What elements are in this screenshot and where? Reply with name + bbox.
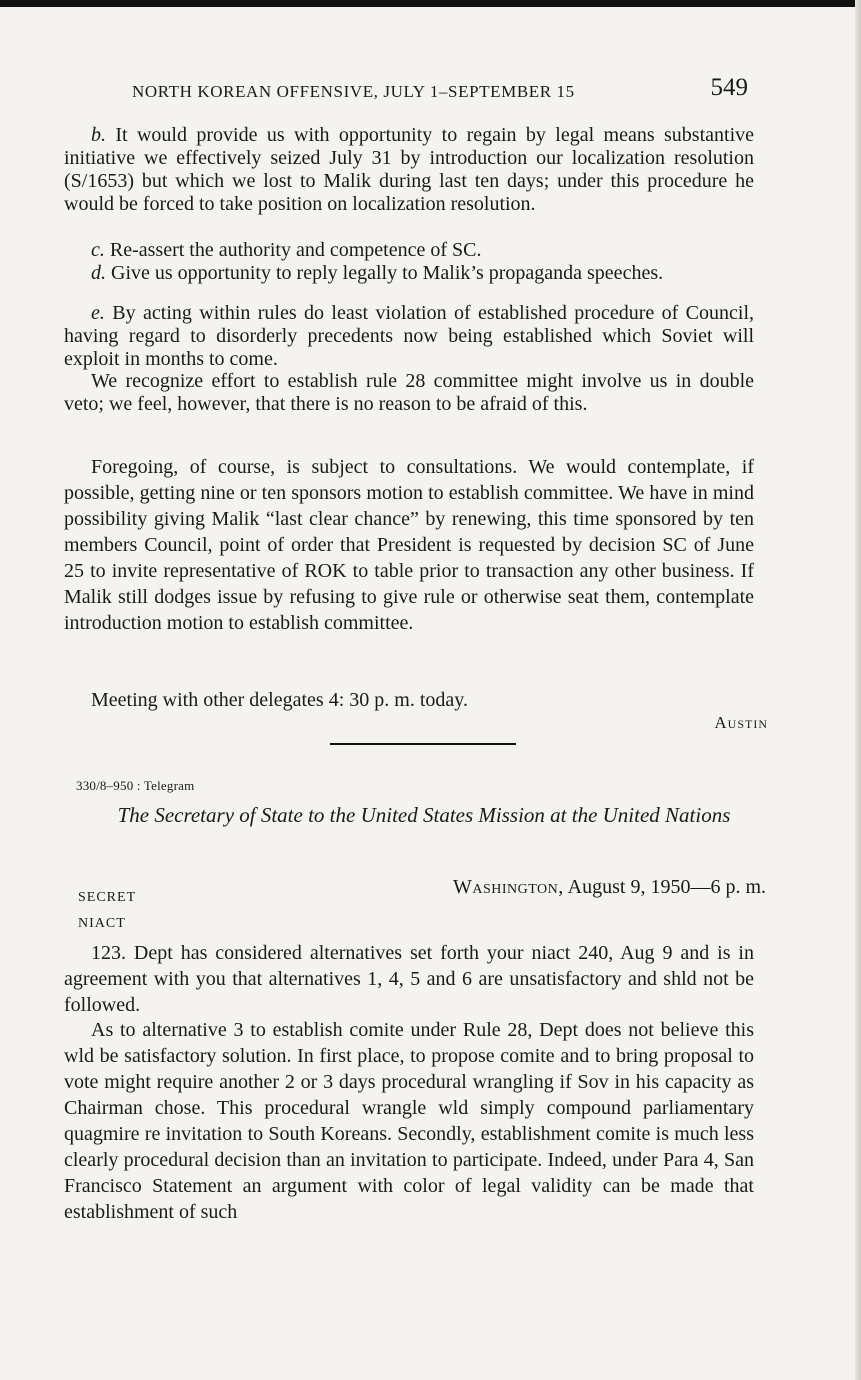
section-divider <box>330 743 516 745</box>
item-c-text: Re-assert the authority and competence of SC. <box>109 239 482 261</box>
item-b-label: b. <box>91 124 106 146</box>
classification-label: SECRET <box>78 890 137 905</box>
item-d-text: Give us opportunity to reply legally to Malik’s propaganda speeches. <box>111 262 664 284</box>
item-b-text: It would provide us with opportunity to regain by legal means substantive initiative we effectively seized July 31 by introduction our localization resolution (S/1653) but which we lost to Malik during last ten days; under this procedure he would be forced to take position on localization resolution. <box>64 124 755 215</box>
para-meeting: Meeting with other delegates 4: 30 p. m. today. <box>91 689 468 711</box>
file-reference: 330/8–950 : Telegram <box>76 778 195 793</box>
para-foregoing: Foregoing, of course, is subject to consultations. We would contemplate, if possible, getting nine or ten sponsors motion to establish committee. We have in mind possibility giving Malik “last clear chance” by renewing, this time sponsored by ten members Council, point of order that President is requested by decision SC of June 25 to invite representative of ROK to table prior to transaction any other business. If Malik still dodges issue by refusing to give rule or otherwise seat them, contemplate introduction motion to establish committee. <box>64 456 754 634</box>
running-title: NORTH KOREAN OFFENSIVE, JULY 1–SEPTEMBER 15 <box>132 82 575 101</box>
item-d <box>64 262 754 285</box>
dateline <box>453 876 766 899</box>
item-e <box>64 302 754 371</box>
para-double-veto: We recognize effort to establish rule 28 committee might involve us in double veto; we feel, however, that there is no reason to be afraid of this. <box>64 370 754 415</box>
document-title: The Secretary of State to the United States Mission at the United Nations <box>117 803 731 827</box>
running-head <box>132 74 748 108</box>
item-c <box>64 239 754 262</box>
page-number: 549 <box>710 74 748 101</box>
item-c-label: c. <box>91 239 105 261</box>
item-d-label: d. <box>91 262 106 284</box>
dateline-place: Washington, <box>452 876 564 898</box>
page-edge-shadow <box>855 0 861 1380</box>
signature: Austin <box>714 713 768 732</box>
dateline-date: August 9, 1950—6 p. m. <box>567 876 766 898</box>
item-e-label: e. <box>91 302 105 324</box>
item-e-text: By acting within rules do least violation of established procedure of Council, having regard to disorderly precedents now being established which Soviet will exploit in months to come. <box>64 302 754 370</box>
priority-label: NIACT <box>78 916 126 931</box>
para-alternative-3: As to alternative 3 to establish comite under Rule 28, Dept does not believe this wld be satisfactory solution. In first place, to propose comite and to bring proposal to vote might require another 2 or 3 days procedural wrangling if Sov in his capacity as Chairman chose. This procedural wrangle wld simply compound parliamentary quagmire re invitation to South Koreans. Secondly, establishment comite is much less clearly procedural decision than an invitation to participate. Indeed, under Para 4, San Francisco Statement an argument with color of legal validity can be made that establishment of such <box>64 1019 754 1223</box>
para-123: 123. Dept has considered alternatives set forth your niact 240, Aug 9 and is in agreement with you that alternatives 1, 4, 5 and 6 are unsatisfactory and shld not be followed. <box>64 942 754 1016</box>
item-b <box>64 124 754 216</box>
page-top-border <box>0 0 861 7</box>
